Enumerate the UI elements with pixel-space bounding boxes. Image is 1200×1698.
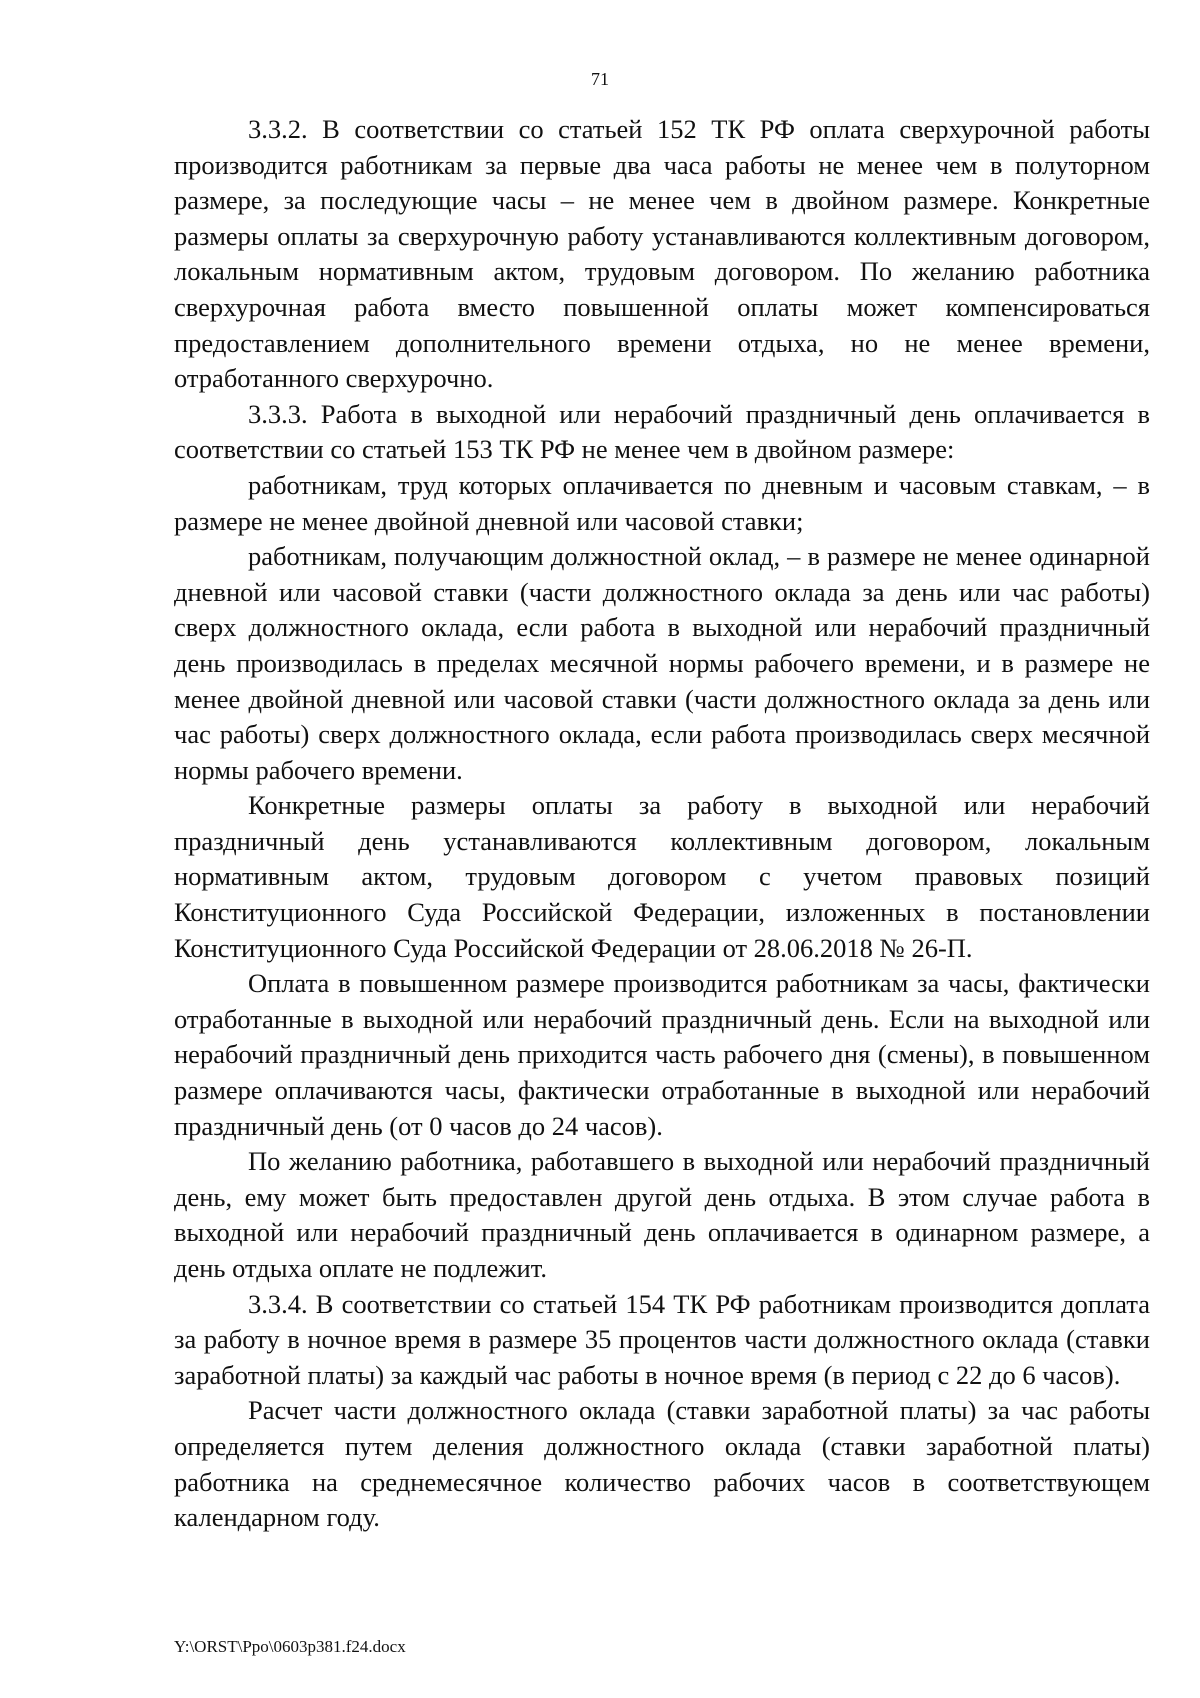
page-number: 71 (591, 69, 609, 89)
paragraph-hourly-calculation: Расчет части должностного оклада (ставки заработной платы) за час работы определяется путем деления должностного оклада (ставки заработной платы) работника на среднемесячное количество рабочих часов в соответствующем календарном году. (174, 1395, 1150, 1533)
paragraph-salaried-workers: работникам, получающим должностной оклад, – в размере не менее одинарной дневной или часовой ставки (части должностного оклада за день или час работы) сверх должностного оклада, если работа в выходной или нерабочий праздничный день производилась в пределах месячной нормы рабочего времени, и в размере не менее двойной дневной или часовой ставки (части должностного оклада за день или час работы) сверх должностного оклада, если работа производилась сверх месячной нормы рабочего времени. (174, 541, 1150, 785)
paragraph-day-off-option: По желанию работника, работавшего в выходной или нерабочий праздничный день, ему может быть предоставлен другой день отдыха. В этом случае работа в выходной или нерабочий праздничный день оплачивается в одинарном размере, а день отдыха оплате не подлежит. (174, 1146, 1150, 1283)
document-body (174, 112, 1150, 1536)
paragraph-3-3-2: 3.3.2. В соответствии со статьей 152 ТК РФ оплата сверхурочной работы производится работникам за первые два часа работы не менее чем в полуторном размере, за последующие часы – не менее чем в двойном размере. Конкретные размеры оплаты за сверхурочную работу устанавливаются коллективным договором, локальным нормативным актом, трудовым договором. По желанию работника сверхурочная работа вместо повышенной оплаты может компенсироваться предоставлением дополнительного времени отдыха, но не менее времени, отработанного сверхурочно. (174, 114, 1150, 394)
paragraph-specific-payment-amounts: Конкретные размеры оплаты за работу в выходной или нерабочий праздничный день устанавливаются коллективным договором, локальным нормативным актом, трудовым договором с учетом правовых позиций Конституционного Суда Российской Федерации, изложенных в постановлении Конституционного Суда Российской Федерации от 28.06.2018 № 26-П. (174, 790, 1150, 963)
paragraph-increased-payment: Оплата в повышенном размере производится работникам за часы, фактически отработанные в выходной или нерабочий праздничный день. Если на выходной или нерабочий праздничный день приходится часть рабочего дня (смены), в повышенном размере оплачиваются часы, фактически отработанные в выходной или нерабочий праздничный день (от 0 часов до 24 часов). (174, 968, 1150, 1141)
paragraph-3-3-3: 3.3.3. Работа в выходной или нерабочий праздничный день оплачивается в соответствии со статьей 153 ТК РФ не менее чем в двойном размере: (174, 398, 1150, 465)
paragraph-3-3-4: 3.3.4. В соответствии со статьей 154 ТК РФ работникам производится доплата за работу в ночное время в размере 35 процентов части должностного оклада (ставки заработной платы) за каждый час работы в ночное время (в период с 22 до 6 часов). (174, 1288, 1150, 1390)
footer-file-path: Y:\ORST\Ppo\0603p381.f24.docx (174, 1637, 406, 1656)
paragraph-hourly-rate-workers: работникам, труд которых оплачивается по дневным и часовым ставкам, – в размере не менее двойной дневной или часовой ставки; (174, 469, 1150, 536)
